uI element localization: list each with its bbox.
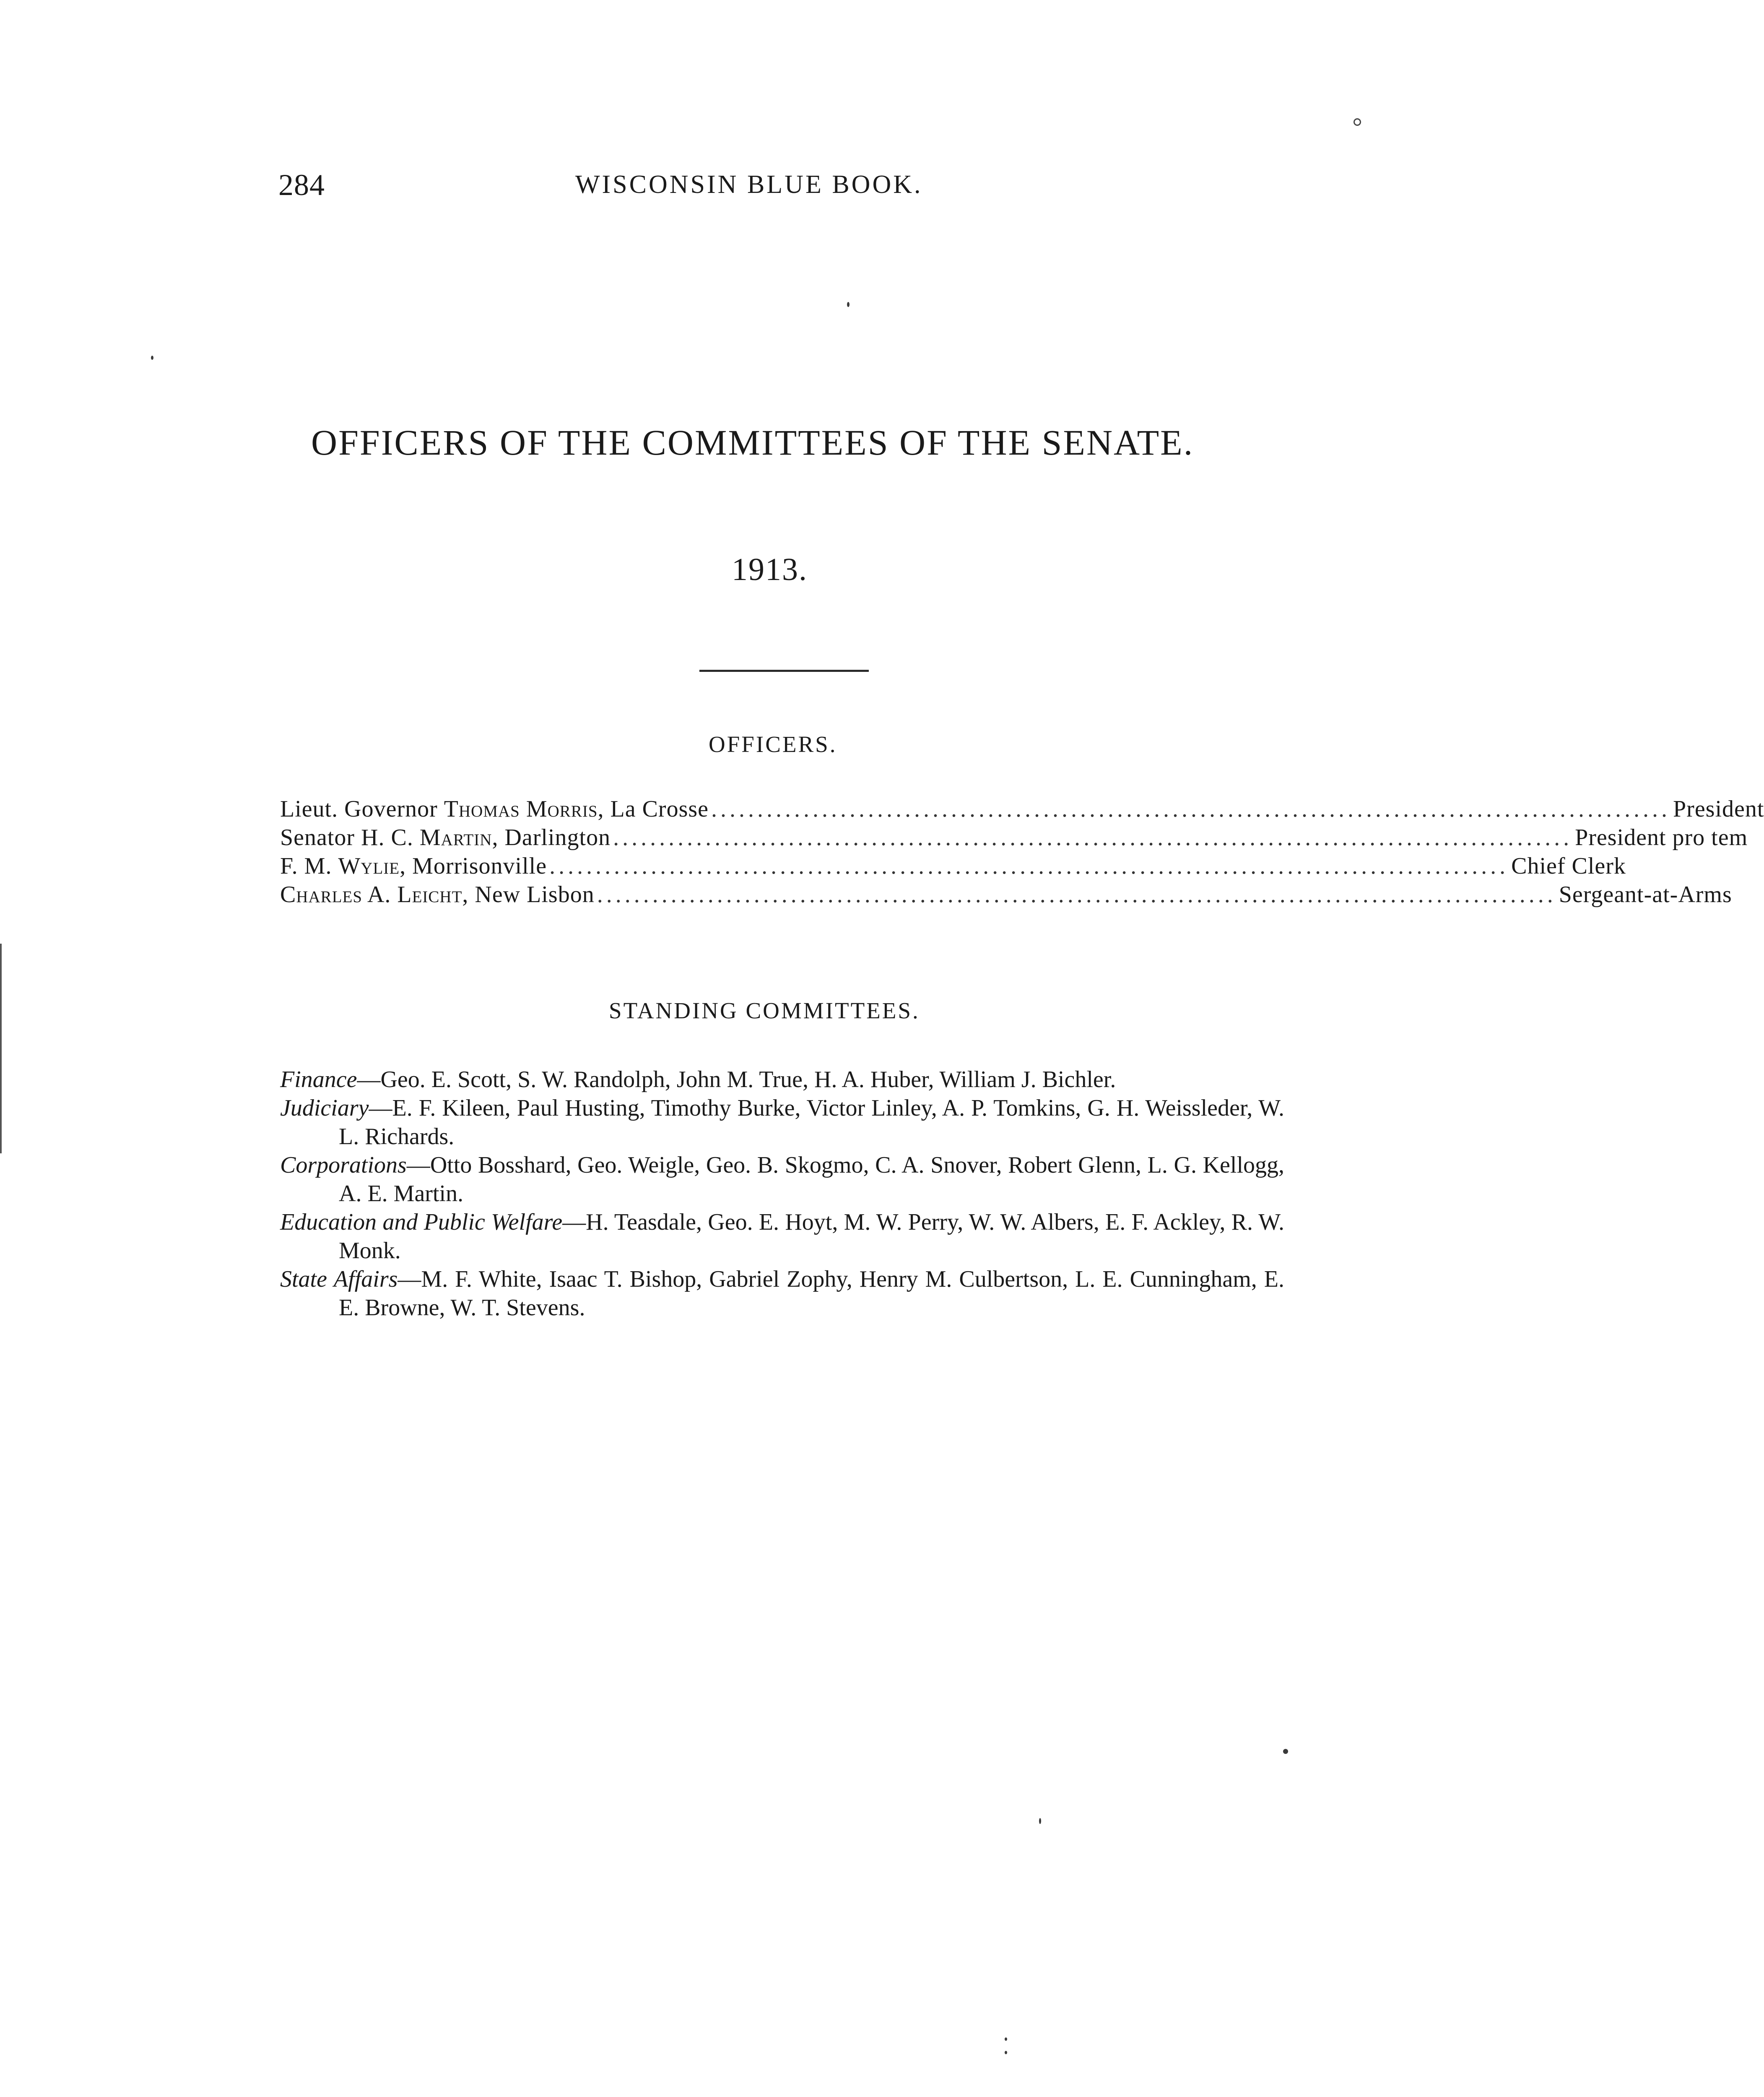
dot-leader: ........................................................................................................ xyxy=(549,853,1509,879)
scan-speck xyxy=(1283,1749,1288,1754)
committee-name: Judiciary xyxy=(280,1095,369,1121)
committee-entry xyxy=(280,1065,1284,1094)
officer-title: Chief Clerk xyxy=(1511,853,1626,879)
officer-row xyxy=(280,852,1626,880)
officer-row xyxy=(280,823,1748,852)
committee-name: Education and Public Welfare xyxy=(280,1209,563,1235)
dot-leader: ........................................................................................................ xyxy=(613,825,1573,851)
officer-title: Sergeant-at-Arms xyxy=(1559,882,1732,908)
committee-name: Finance xyxy=(280,1067,357,1093)
scan-speck xyxy=(847,302,850,307)
officer-title: President pro tem xyxy=(1575,825,1748,851)
committee-name: State Affairs xyxy=(280,1266,398,1292)
committee-members: —Geo. E. Scott, S. W. Randolph, John M. True, H. A. Huber, William J. Bichler. xyxy=(357,1067,1116,1093)
committee-members: —E. F. Kileen, Paul Husting, Timothy Burke, Victor Linley, A. P. Tomkins, G. H. Weissleder, W. L. Richards. xyxy=(339,1095,1284,1150)
committee-members: —Otto Bosshard, Geo. Weigle, Geo. B. Skogmo, C. A. Snover, Robert Glenn, L. G. Kellogg, A. E. Martin. xyxy=(339,1152,1284,1207)
scan-speck xyxy=(1005,2037,1007,2041)
scan-speck xyxy=(1354,118,1361,126)
committee-members: —M. F. White, Isaac T. Bishop, Gabriel Zophy, Henry M. Culbertson, L. E. Cunningham, E. E. Browne, W. T. Stevens. xyxy=(339,1266,1284,1321)
dot-leader: ........................................................................................................ xyxy=(711,796,1671,822)
scan-speck xyxy=(1039,1818,1041,1824)
officer-row xyxy=(280,795,1764,823)
officer-name: F. M. Wylie, Morrisonville xyxy=(280,853,547,879)
committee-entry xyxy=(280,1094,1284,1151)
officer-title: President xyxy=(1673,796,1764,822)
officer-name: Charles A. Leicht, New Lisbon xyxy=(280,882,595,908)
officers-heading: OFFICERS. xyxy=(709,731,837,757)
scan-speck xyxy=(151,356,153,360)
scan-edge-mark xyxy=(0,944,2,1153)
scan-speck xyxy=(1005,2051,1007,2054)
committee-list xyxy=(280,1065,1284,1322)
committee-entry xyxy=(280,1151,1284,1208)
year-heading: 1913. xyxy=(732,552,808,587)
running-head: WISCONSIN BLUE BOOK. xyxy=(575,170,923,199)
committee-members: —H. Teasdale, Geo. E. Hoyt, M. W. Perry, W. W. Albers, E. F. Ackley, R. W. Monk. xyxy=(339,1209,1284,1264)
title-rule-divider xyxy=(699,670,869,672)
dot-leader: ........................................................................................................ xyxy=(597,882,1556,908)
officer-name: Senator H. C. Martin, Darlington xyxy=(280,825,611,851)
committee-entry xyxy=(280,1208,1284,1265)
committee-name: Corporations xyxy=(280,1152,407,1178)
officer-row xyxy=(280,880,1732,909)
page-title: OFFICERS OF THE COMMITTEES OF THE SENATE. xyxy=(311,422,1194,463)
committee-entry xyxy=(280,1265,1284,1322)
standing-committees-heading: STANDING COMMITTEES. xyxy=(609,998,920,1023)
officer-name: Lieut. Governor Thomas Morris, La Crosse xyxy=(280,796,709,822)
page-number: 284 xyxy=(278,168,325,202)
